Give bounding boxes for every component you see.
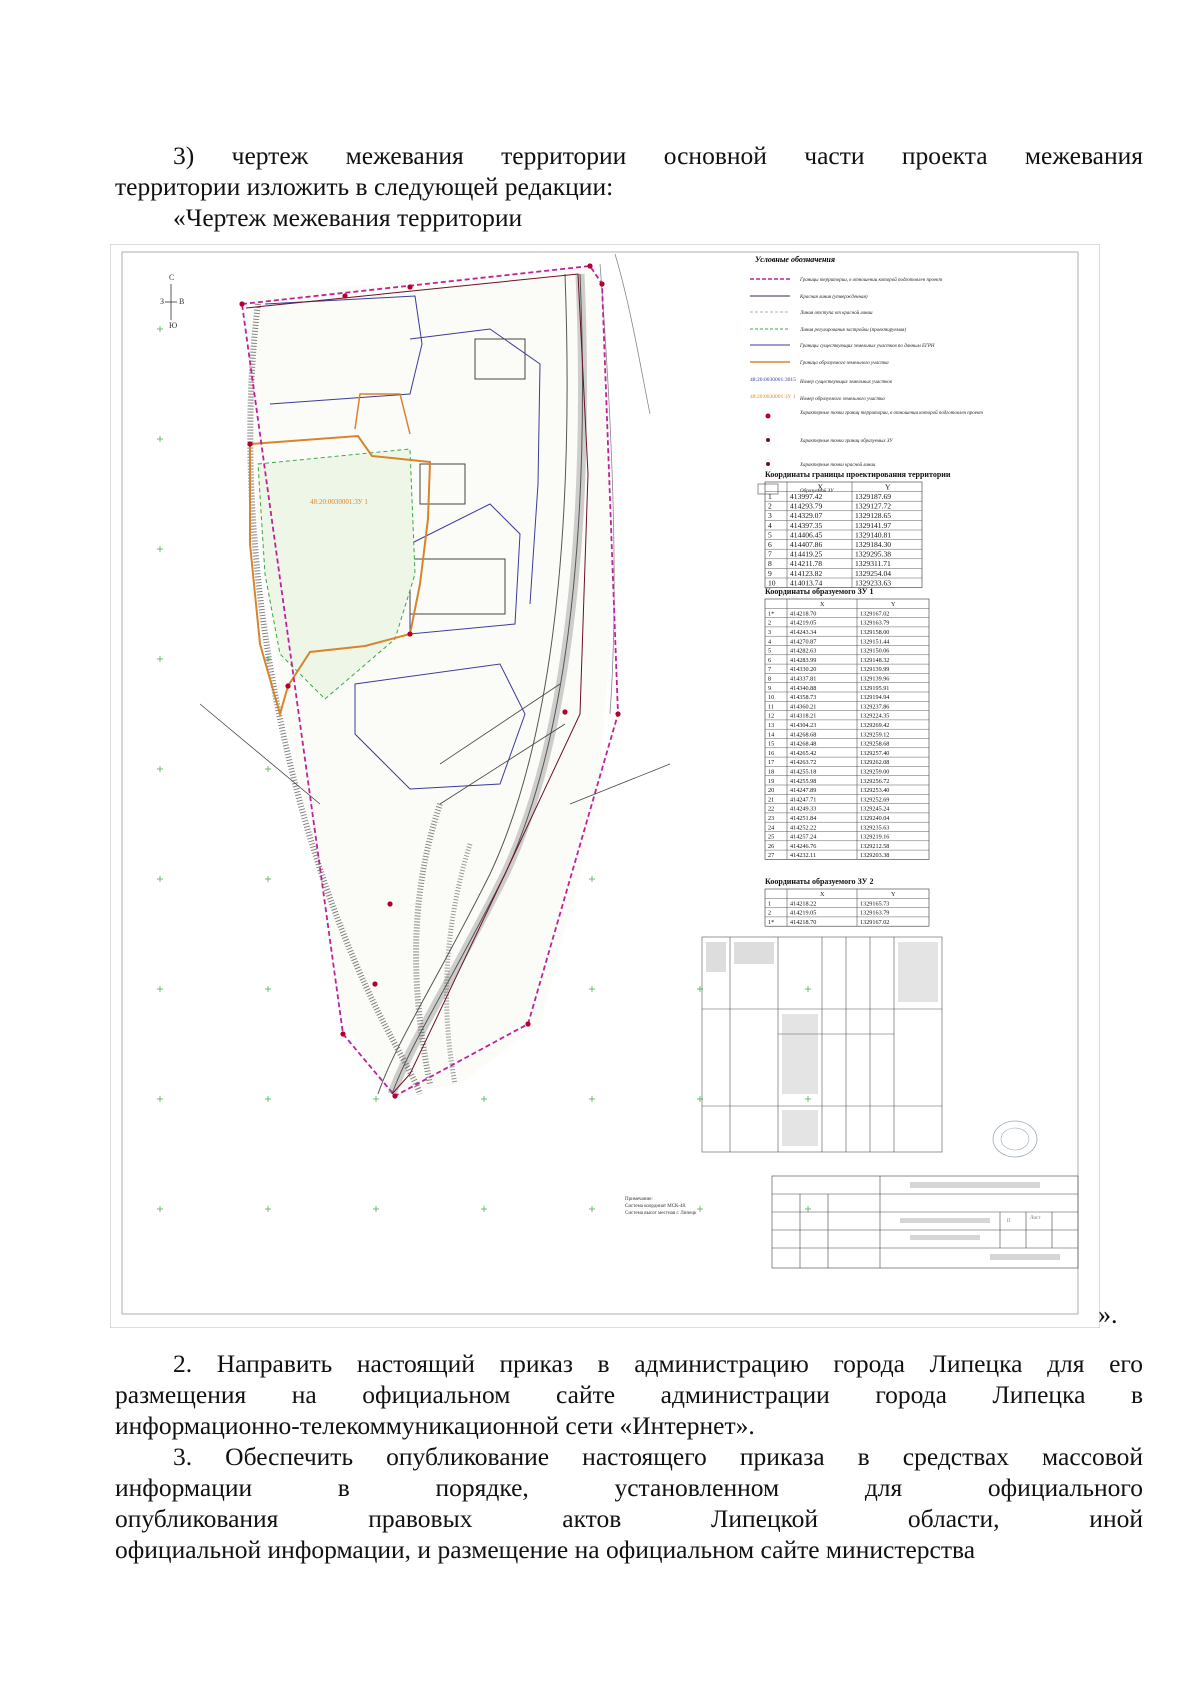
table-cell: 1329139.99 <box>860 666 890 674</box>
legend-item-label: Границы существующих земельных участков по данным ЕГРН <box>800 344 935 349</box>
legend-item-label: Характерные точки границ территории, в отношении которой подготовлен проект <box>800 411 983 416</box>
table-cell: 1329233.63 <box>855 578 892 588</box>
table-cell: 1329151.44 <box>860 638 890 646</box>
legend-item-label: Красная линия (утвержденная) <box>800 295 868 300</box>
legend-code-existing: 48:20:0030001:3015 <box>750 377 796 383</box>
table-cell: 414268.68 <box>790 731 817 739</box>
table-cell: 3 <box>768 629 772 636</box>
table-cell: 414419.25 <box>790 549 823 559</box>
table-cell: 25 <box>768 833 775 841</box>
table-title: Координаты образуемого ЗУ 1 <box>765 587 874 596</box>
paragraph-3-line-2: информации в порядке, установленном для официального <box>115 1473 1143 1502</box>
table-cell: 17 <box>768 759 775 767</box>
closing-quote: ». <box>1098 1300 1118 1329</box>
table-cell: 414218.22 <box>790 900 817 908</box>
legend-code-new: 48:20:0030001:ЗУ 1 <box>750 394 796 400</box>
table-cell: 10 <box>768 578 776 588</box>
table-cell: 19 <box>768 777 775 785</box>
table-cell: 414304.23 <box>790 722 817 729</box>
table-cell: 414283.99 <box>790 656 817 664</box>
table-header-cell: X <box>820 891 825 899</box>
table-cell: 1329254.04 <box>855 568 892 578</box>
table-cell: 414232.11 <box>790 852 817 860</box>
table-title: Координаты границы проектирования территории <box>765 470 951 479</box>
paragraph-2-line-1: 2. Направить настоящий приказ в администрацию города Липецка для его <box>173 1349 1143 1378</box>
table-cell: 1329259.12 <box>860 731 890 739</box>
table-cell: 1329167.02 <box>860 919 890 926</box>
table-cell: 1329187.69 <box>855 492 892 501</box>
table-cell: 1329167.02 <box>860 610 890 618</box>
table-cell: 9 <box>768 684 772 692</box>
intro-paragraph <box>115 140 1143 233</box>
table-cell: 414282.63 <box>790 647 817 655</box>
parcel-label: 48:20:0030001:ЗУ 1 <box>310 498 368 506</box>
table-cell: 1329224.35 <box>860 712 890 720</box>
table-cell: 1329295.38 <box>855 549 892 559</box>
table-cell: 414247.89 <box>790 787 817 795</box>
table-cell: 414257.24 <box>790 833 817 841</box>
table-cell: 20 <box>768 787 775 795</box>
table-cell: 8 <box>768 559 772 569</box>
table-cell: 1329194.94 <box>860 694 890 702</box>
table-cell: 1* <box>768 919 775 926</box>
legend-item-label: Линия регулирования застройки (проектируемая) <box>800 328 907 333</box>
legend-item-label: Характерные точки красной линии <box>800 463 876 468</box>
paragraph-3-line-4: официальной информации, и размещение на официальном сайте министерства <box>115 1535 976 1564</box>
table-cell: 414406.45 <box>790 530 823 540</box>
table-header-cell: Y <box>891 601 896 609</box>
compass-north: С <box>169 273 175 282</box>
table-header-cell: X <box>820 601 825 609</box>
table-cell: 414251.84 <box>790 815 817 822</box>
table-cell: 1329237.86 <box>860 703 890 711</box>
table-cell: 1 <box>768 900 772 908</box>
table-cell: 1329195.91 <box>860 684 890 692</box>
table-cell: 5 <box>768 647 772 655</box>
table-cell: 414013.74 <box>790 578 823 588</box>
table-cell: 414123.82 <box>790 568 823 578</box>
table-cell: 414219.05 <box>790 619 817 627</box>
table-cell: 4 <box>768 520 772 530</box>
paragraph-3 <box>115 1441 1143 1565</box>
table-cell: 27 <box>768 852 775 860</box>
table-cell: 414340.88 <box>790 684 817 692</box>
table-cell: 414358.73 <box>790 694 817 702</box>
table-cell: 1329148.32 <box>860 656 890 664</box>
table-cell: 414252.22 <box>790 824 817 832</box>
table-cell: 2 <box>768 909 772 917</box>
table-cell: 414218.70 <box>790 610 817 618</box>
table-cell: 1329311.71 <box>855 559 891 569</box>
table-cell: 12 <box>768 712 775 720</box>
table-cell: 414318.21 <box>790 712 817 720</box>
compass-west: З <box>160 297 165 306</box>
table-cell: 1329240.04 <box>860 815 890 822</box>
table-cell: 1329252.69 <box>860 796 890 804</box>
table-cell: 414293.79 <box>790 501 823 511</box>
table-cell: 414270.87 <box>790 638 817 646</box>
table-cell: 414211.78 <box>790 559 822 569</box>
intro-line-2: территории изложить в следующей редакции: <box>115 172 614 201</box>
table-cell: 1329262.08 <box>860 759 890 767</box>
paragraph-3-line-1: 3. Обеспечить опубликование настоящего приказа в средствах массовой <box>173 1442 1143 1471</box>
table-cell: 414337.81 <box>790 675 817 683</box>
table-cell: 1329140.81 <box>855 530 892 540</box>
table-cell: 1329184.30 <box>855 540 892 549</box>
legend-item-label: Граница образуемого земельного участка <box>800 361 889 366</box>
table-cell: 414249.33 <box>790 805 817 813</box>
table-cell: 1329128.65 <box>855 511 892 521</box>
table-cell: 414243.34 <box>790 629 817 636</box>
table-cell: 7 <box>768 666 772 674</box>
table-cell: 10 <box>768 694 775 702</box>
intro-line-1: 3) чертеж межевания территории основной части проекта межевания <box>173 141 1143 170</box>
table-cell: 1329127.72 <box>855 501 892 511</box>
table-cell: 414360.21 <box>790 703 817 711</box>
table-cell: 1329253.40 <box>860 787 890 795</box>
table-cell: 414219.05 <box>790 909 817 917</box>
table-header-cell: Y <box>891 891 896 899</box>
note-2: Система координат МСК-48. <box>625 1204 687 1209</box>
table-cell: 1329163.79 <box>860 909 890 917</box>
table-cell: 1329219.16 <box>860 833 890 841</box>
table-cell: 414263.72 <box>790 759 817 767</box>
table-cell: 18 <box>768 768 775 776</box>
legend-item-label: Образуемый ЗУ <box>800 489 834 494</box>
table-cell: 1329165.73 <box>860 900 890 908</box>
table-cell: 23 <box>768 815 775 822</box>
paragraph-3-line-3: опубликования правовых актов Липецкой области, иной <box>115 1504 1143 1533</box>
table-cell: 1* <box>768 610 775 618</box>
compass-south: Ю <box>169 321 178 330</box>
table-cell: 21 <box>768 796 775 804</box>
table-cell: 1329257.40 <box>860 749 890 757</box>
legend-item-label: Номер образуемого земельного участка <box>800 397 885 402</box>
table-cell: 1329245.24 <box>860 805 890 813</box>
table-cell: 1329259.00 <box>860 768 890 776</box>
table-cell: 3 <box>768 511 772 521</box>
table-cell: 1 <box>768 492 772 501</box>
table-cell: 14 <box>768 731 775 739</box>
table-cell: 22 <box>768 805 775 813</box>
table-cell: 414268.48 <box>790 740 817 748</box>
legend-item-label: Границы территории, в отношении которой подготовлен проект <box>800 278 943 283</box>
table-cell: 1329163.79 <box>860 619 890 627</box>
table-cell: 414329.07 <box>790 511 823 521</box>
stamp-sheet-label: Лист <box>1030 1216 1041 1221</box>
legend-title: Условные обозначения <box>755 255 835 264</box>
table-cell: 1329258.68 <box>860 740 890 748</box>
table-cell: 1329235.63 <box>860 824 890 832</box>
table-cell: 414330.20 <box>790 666 817 674</box>
table-cell: 24 <box>768 824 775 832</box>
table-cell: 414255.98 <box>790 777 817 785</box>
table-cell: 15 <box>768 740 775 748</box>
table-cell: 414218.70 <box>790 919 817 926</box>
paragraph-2-line-3: информационно-телекоммуникационной сети «Интернет». <box>115 1411 755 1440</box>
table-cell: 1329158.00 <box>860 629 890 636</box>
table-cell: 414397.35 <box>790 520 823 530</box>
compass-east: В <box>179 297 185 306</box>
table-cell: 6 <box>768 540 772 549</box>
table-cell: 1329141.97 <box>855 520 892 530</box>
table-header-cell: Y <box>885 482 891 492</box>
table-cell: 26 <box>768 842 775 850</box>
table-cell: 6 <box>768 656 772 664</box>
table-cell: 1329212.58 <box>860 842 890 850</box>
table-cell: 1329203.38 <box>860 852 890 860</box>
paragraph-2-line-2: размещения на официальном сайте администрации города Липецка в <box>115 1380 1143 1409</box>
table-cell: 13 <box>768 722 775 729</box>
legend-item-label: Характерные точки границ образуемых ЗУ <box>800 439 893 444</box>
paragraph-2 <box>115 1348 1143 1441</box>
note-3: Система высот местная г. Липецк <box>625 1211 697 1216</box>
table-cell: 16 <box>768 749 775 757</box>
intro-line-3: «Чертеж межевания территории <box>173 203 523 232</box>
table-cell: 1329150.06 <box>860 647 890 655</box>
table-header-cell: X <box>817 482 823 492</box>
table-cell: 1329139.96 <box>860 675 890 683</box>
table-cell: 4 <box>768 638 772 646</box>
table-cell: 2 <box>768 501 772 511</box>
table-cell: 1329269.42 <box>860 722 890 729</box>
table-cell: 414265.42 <box>790 749 817 757</box>
table-cell: 11 <box>768 703 774 711</box>
table-cell: 2 <box>768 619 772 627</box>
table-cell: 7 <box>768 549 772 559</box>
note-1: Примечание: <box>625 1197 653 1202</box>
table-cell: 414246.76 <box>790 842 817 850</box>
legend-item-label: Линия отступа от красной линии <box>800 311 873 316</box>
legend-item-label: Номер существующих земельных участков <box>800 380 892 385</box>
table-cell: 8 <box>768 675 772 683</box>
table-cell: 5 <box>768 530 772 540</box>
table-cell: 414407.86 <box>790 540 823 549</box>
table-title: Координаты образуемого ЗУ 2 <box>765 877 874 886</box>
surveying-drawing <box>110 244 1100 1328</box>
table-cell: 1329256.72 <box>860 777 890 785</box>
table-cell: 414247.71 <box>790 796 817 804</box>
stamp-stage: П <box>1007 1219 1011 1224</box>
table-cell: 9 <box>768 568 772 578</box>
table-cell: 414255.18 <box>790 768 817 776</box>
table-cell: 413997.42 <box>790 492 823 501</box>
